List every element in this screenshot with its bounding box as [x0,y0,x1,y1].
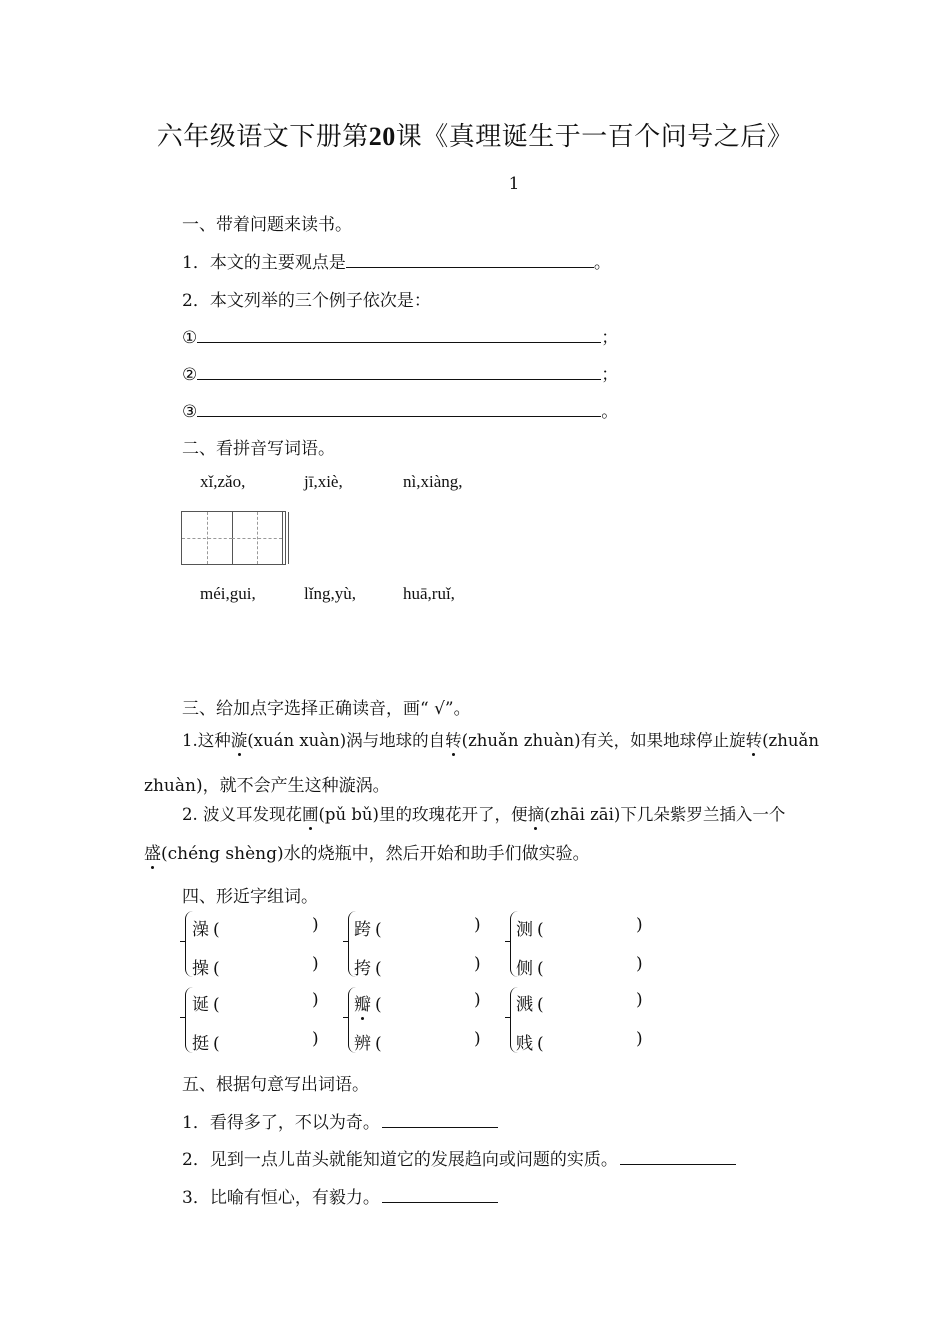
char: 操 [192,959,209,979]
item-end: ； [601,328,619,348]
paren-open: ( [213,995,220,1015]
paren-close: ) [312,915,319,935]
paren-open: ( [375,959,382,979]
paren-close: ) [312,1029,319,1049]
char-group-4-a [192,990,220,1015]
item-text: 3．比喻有恒心，有毅力。 [182,1188,380,1208]
text: (zhuǎn zhuàn)有关，如果地球停止旋 [461,731,746,750]
title-suffix: 课《真理诞生于一百个问号之后》 [395,122,794,152]
paren-close: ) [312,990,319,1010]
paren-open: ( [375,920,382,940]
char: 溅 [516,995,533,1015]
paren-open: ( [213,959,220,979]
paren-open: ( [375,1034,382,1054]
paren-close: ) [636,915,643,935]
section3-paragraph-1 [182,727,819,751]
paren-open: ( [537,995,544,1015]
char-group-2-b [354,954,382,979]
pinyin-6: huā,ruǐ, [403,584,455,603]
char: 贱 [516,1034,533,1054]
answer-blank[interactable] [197,363,601,380]
pinyin-1: xǐ,zǎo, [200,472,246,491]
item-text: 1．看得多了，不以为奇。 [182,1113,380,1133]
char-group-6-b [516,1029,544,1054]
question-2: 2．本文列举的三个例子依次是： [182,291,431,311]
paren-open: ( [537,959,544,979]
text: (zhuǎn [762,731,819,750]
answer-blank[interactable] [197,326,601,343]
title-prefix: 六年级语文下册第 [156,122,369,152]
paren-close: ) [474,1029,481,1049]
section5-item-3 [182,1183,498,1208]
char: 挎 [354,959,371,979]
section2-heading: 二、看拼音写词语。 [182,439,335,459]
section3-heading: 三、给加点字选择正确读音，画“ √”。 [182,699,471,719]
char-group-3-b [516,954,544,979]
paren-open: ( [537,920,544,940]
question-1-end: 。 [593,253,611,273]
section5-item-2 [182,1145,736,1170]
char-group-5-b [354,1029,382,1054]
section3-paragraph-1-cont: zhuàn)，就不会产生这种漩涡。 [144,776,390,796]
paren-open: ( [213,920,220,940]
char: 挺 [192,1034,209,1054]
pinyin-2: jī,xiè, [304,472,343,491]
item-text: 2．见到一点儿苗头就能知道它的发展趋向或问题的实质。 [182,1150,618,1170]
dotted-char: 盛 [144,839,161,864]
grid-cell[interactable] [232,512,283,564]
question-1-text: 1．本文的主要观点是 [182,253,346,273]
paren-close: ) [636,990,643,1010]
grid-edge [285,512,289,564]
section3-paragraph-2-cont [144,839,590,864]
char-group-1-b [192,954,220,979]
page-title [0,116,950,153]
char-group-2-a [354,915,382,940]
circle-number: ② [182,365,198,385]
char-group-6-a [516,990,544,1015]
paren-close: ) [636,954,643,974]
answer-blank[interactable] [382,1186,498,1203]
paren-close: ) [636,1029,643,1049]
section4-heading: 四、形近字组词。 [182,887,318,907]
pinyin-3: nì,xiàng, [403,472,463,491]
char: 侧 [516,959,533,979]
text: 2. 波义耳发现花 [182,805,302,824]
dotted-char: 转 [445,727,462,751]
page-number: 1 [508,174,520,194]
pinyin-4: méi,gui, [200,584,256,603]
paren-close: ) [474,915,481,935]
grid-cell[interactable] [182,512,233,564]
paren-open: ( [537,1034,544,1054]
paren-open: ( [375,995,382,1015]
paren-close: ) [474,990,481,1010]
pinyin-5: lǐng,yù, [304,584,356,603]
char: 辨 [354,1034,371,1054]
text: (xuán xuàn)涡与地球的自 [247,731,446,750]
title-number: 20 [368,122,396,151]
answer-blank[interactable] [346,251,594,268]
item-end: ； [601,365,619,385]
text: (pǔ bǔ)里的玫瑰花开了，便 [318,805,528,824]
char: 澡 [192,920,209,940]
example-item-2 [182,360,618,385]
char-group-1-a [192,915,220,940]
paren-close: ) [474,954,481,974]
paren-close: ) [312,954,319,974]
circle-number: ③ [182,402,198,422]
circle-number: ① [182,328,198,348]
char: 诞 [192,995,209,1015]
question-1 [182,248,611,273]
paren-open: ( [213,1034,220,1054]
answer-blank[interactable] [620,1148,736,1165]
text: (zhāi zāi)下几朵紫罗兰插入一个 [544,805,786,824]
dotted-char: 漩 [231,727,248,751]
section5-item-1 [182,1108,498,1133]
example-item-3 [182,397,618,422]
answer-blank[interactable] [382,1111,498,1128]
dotted-char: 摘 [528,801,545,825]
example-item-1 [182,323,618,348]
char-group-4-b [192,1029,220,1054]
section1-heading: 一、带着问题来读书。 [182,215,352,235]
text: 1.这种 [182,731,231,750]
dotted-char: 圃 [302,801,319,825]
section5-heading: 五、根据句意写出词语。 [182,1075,369,1095]
text: (chéng shèng)水的烧瓶中，然后开始和助手们做实验。 [161,844,590,864]
writing-grid[interactable] [181,511,286,565]
char: 跨 [354,920,371,940]
section3-paragraph-2 [182,801,785,825]
char: 测 [516,920,533,940]
char-group-5-a [354,990,382,1015]
item-end: 。 [601,402,619,422]
char-group-3-a [516,915,544,940]
dotted-char: 转 [746,727,763,751]
dotted-char: 瓣 [354,990,371,1015]
answer-blank[interactable] [197,400,601,417]
